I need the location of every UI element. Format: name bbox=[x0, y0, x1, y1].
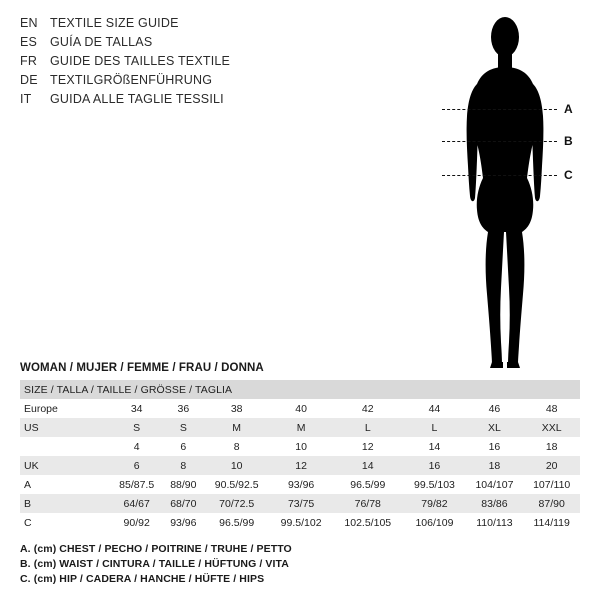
cell: 76/78 bbox=[354, 497, 381, 510]
cell: 99.5/103 bbox=[414, 478, 455, 491]
table-row bbox=[20, 494, 580, 513]
table-row bbox=[20, 437, 580, 456]
cell: 88/90 bbox=[170, 478, 197, 491]
language-title-block bbox=[20, 16, 340, 111]
cell: 90/92 bbox=[123, 516, 150, 529]
table-row bbox=[20, 418, 580, 437]
table-header-row bbox=[20, 380, 580, 399]
cell: 106/109 bbox=[415, 516, 454, 529]
cell: XXL bbox=[541, 421, 562, 434]
cell: 48 bbox=[545, 402, 558, 415]
cell: L bbox=[364, 421, 371, 434]
cell: 20 bbox=[545, 459, 558, 472]
cell: 8 bbox=[180, 459, 187, 472]
cell: 4 bbox=[133, 440, 140, 453]
language-code: EN bbox=[20, 16, 38, 30]
measure-label-c: C bbox=[564, 168, 573, 182]
language-title: GUÍA DE TALLAS bbox=[50, 35, 153, 49]
legend-line-c: C. (cm) HIP / CADERA / HANCHE / HÜFTE / HIPS bbox=[20, 573, 265, 585]
cell: 34 bbox=[130, 402, 143, 415]
row-label bbox=[20, 437, 110, 456]
language-title: TEXTILGRÖßENFÜHRUNG bbox=[50, 73, 213, 87]
cell: S bbox=[133, 421, 141, 434]
cell: 70/72.5 bbox=[219, 497, 255, 510]
cell: M bbox=[232, 421, 242, 434]
cell: 10 bbox=[295, 440, 307, 453]
cell: 16 bbox=[428, 459, 441, 472]
female-silhouette-icon bbox=[430, 10, 580, 370]
cell: 38 bbox=[230, 402, 243, 415]
cell: 12 bbox=[361, 440, 374, 453]
measure-line-c bbox=[442, 175, 557, 176]
cell: 85/87.5 bbox=[119, 478, 155, 491]
cell: 102.5/105 bbox=[344, 516, 392, 529]
cell: 42 bbox=[361, 402, 374, 415]
table-caption: WOMAN / MUJER / FEMME / FRAU / DONNA bbox=[20, 362, 264, 374]
language-title: TEXTILE SIZE GUIDE bbox=[50, 16, 179, 30]
cell: 114/119 bbox=[533, 516, 570, 529]
row-label: US bbox=[24, 421, 39, 434]
cell: 110/113 bbox=[476, 516, 513, 529]
cell: 36 bbox=[177, 402, 190, 415]
measurement-legend bbox=[20, 542, 580, 587]
language-title: GUIDE DES TAILLES TEXTILE bbox=[50, 54, 231, 68]
table-row bbox=[20, 456, 580, 475]
measure-line-b bbox=[442, 141, 557, 142]
language-row bbox=[20, 92, 340, 111]
table-row bbox=[20, 513, 580, 532]
row-label: Europe bbox=[24, 402, 58, 415]
cell: 79/82 bbox=[421, 497, 448, 510]
size-table-section bbox=[20, 362, 580, 532]
measure-label-a: A bbox=[564, 102, 573, 116]
language-row bbox=[20, 35, 340, 54]
cell: 44 bbox=[428, 402, 441, 415]
cell: 18 bbox=[545, 440, 558, 453]
figure-diagram bbox=[400, 10, 590, 370]
language-title: GUIDA ALLE TAGLIE TESSILI bbox=[50, 92, 224, 106]
cell: 93/96 bbox=[287, 478, 315, 491]
language-row bbox=[20, 54, 340, 73]
cell: 6 bbox=[180, 440, 187, 453]
cell: 73/75 bbox=[287, 497, 315, 510]
cell: 96.5/99 bbox=[219, 516, 255, 529]
language-code: IT bbox=[20, 92, 32, 106]
table-header-label: SIZE / TALLA / TAILLE / GRÖSSE / TAGLIA bbox=[24, 383, 233, 396]
measure-label-b: B bbox=[564, 134, 573, 148]
language-code: DE bbox=[20, 73, 38, 87]
cell: 90.5/92.5 bbox=[214, 478, 259, 491]
legend-line-a: A. (cm) CHEST / PECHO / POITRINE / TRUHE / PETTO bbox=[20, 543, 292, 555]
cell: L bbox=[431, 421, 438, 434]
language-code: ES bbox=[20, 35, 38, 49]
cell: 6 bbox=[133, 459, 140, 472]
cell: 64/67 bbox=[123, 497, 150, 510]
cell: 14 bbox=[361, 459, 374, 472]
row-label: UK bbox=[24, 459, 39, 472]
language-code: FR bbox=[20, 54, 38, 68]
legend-line-b: B. (cm) WAIST / CINTURA / TAILLE / HÜFTUNG / VITA bbox=[20, 558, 289, 570]
cell: 8 bbox=[233, 440, 240, 453]
cell: 14 bbox=[428, 440, 441, 453]
size-table bbox=[20, 380, 580, 532]
row-label: B bbox=[24, 497, 32, 510]
measure-line-a bbox=[442, 109, 557, 110]
table-row bbox=[20, 475, 580, 494]
language-row bbox=[20, 16, 340, 35]
cell: 46 bbox=[488, 402, 501, 415]
cell: S bbox=[179, 421, 187, 434]
row-label: A bbox=[24, 478, 32, 491]
cell: 40 bbox=[295, 402, 307, 415]
row-label: C bbox=[24, 516, 32, 529]
cell: 99.5/102 bbox=[280, 516, 322, 529]
table-row bbox=[20, 399, 580, 418]
cell: 104/107 bbox=[475, 478, 514, 491]
cell: 10 bbox=[230, 459, 243, 472]
cell: 93/96 bbox=[170, 516, 197, 529]
cell: XL bbox=[488, 421, 501, 434]
language-row bbox=[20, 73, 340, 92]
cell: M bbox=[296, 421, 306, 434]
cell: 96.5/99 bbox=[350, 478, 386, 491]
cell: 18 bbox=[488, 459, 501, 472]
cell: 87/90 bbox=[538, 497, 565, 510]
cell: 68/70 bbox=[170, 497, 197, 510]
cell: 83/86 bbox=[481, 497, 508, 510]
cell: 107/110 bbox=[533, 478, 571, 491]
cell: 16 bbox=[488, 440, 501, 453]
cell: 12 bbox=[295, 459, 307, 472]
